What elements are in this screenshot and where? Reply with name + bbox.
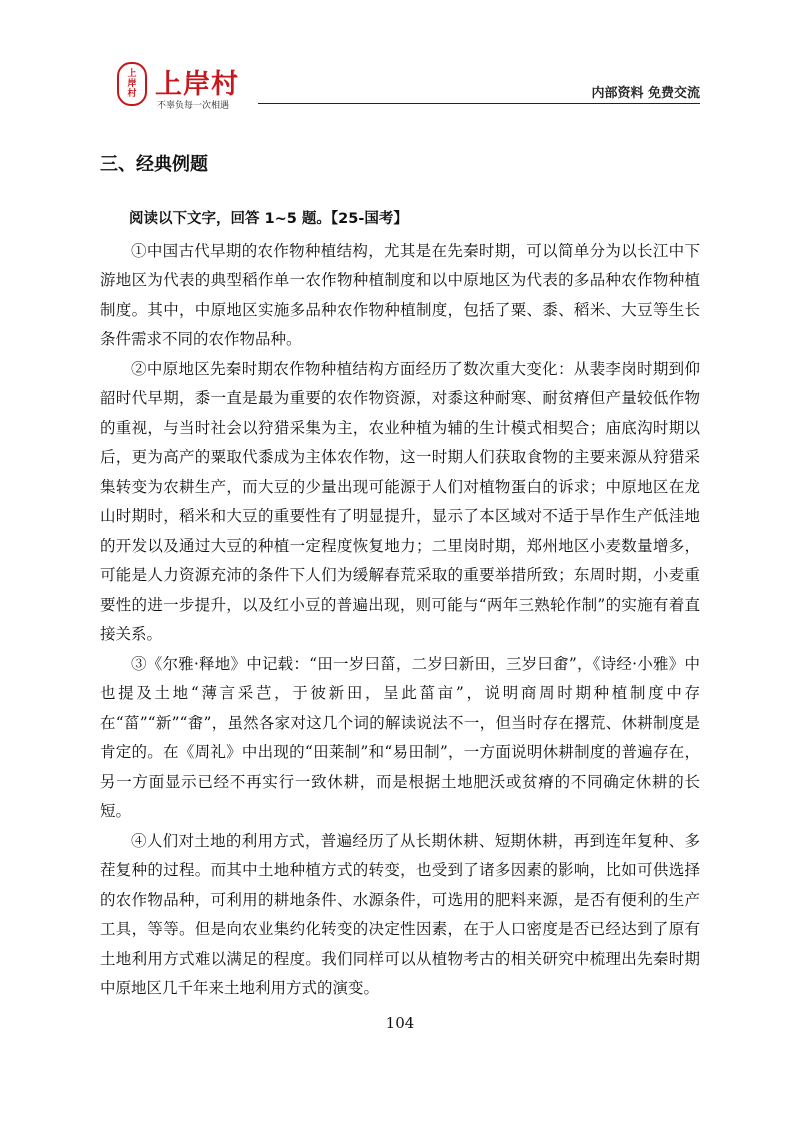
section-title: 三、经典例题 [100, 154, 208, 175]
passage-paragraph: ④人们对土地的利用方式，普遍经历了从长期休耕、短期休耕，再到连年复种、多茬复种的过程。而其中土地种植方式的转变，也受到了诸多因素的影响，比如可供选择的农作物品种，可利用的耕地条件、水源条件，可选用的肥料来源，是否有便利的生产工具，等等。但是向农业集约化转变的决定性因素，在于人口密度是否已经达到了原有土地利用方式难以满足的程度。我们同样可以从植物考古的相关研究中梳理出先秦时期中原地区几千年来土地利用方式的演变。 [100, 831, 700, 997]
logo-seal-icon [117, 62, 147, 106]
logo-slogan: 不辜负每一次相遇 [157, 101, 230, 111]
passage [100, 205, 700, 1004]
logo-name: 上岸村 [155, 69, 239, 100]
header-note: 内部资料 免费交流 [591, 86, 700, 101]
page-header [0, 0, 800, 120]
logo-seal-char: 村 [127, 89, 137, 99]
passage-paragraph: ③《尔雅·释地》中记载：“田一岁曰菑，二岁曰新田，三岁曰畬”，《诗经·小雅》中也提及土地“薄言采芑，于彼新田，呈此菑亩”，说明商周时期种植制度中存在“菑”“新”“畬”，虽然各家对这几个词的解读说法不一，但当时存在撂荒、休耕制度是肯定的。在《周礼》中出现的“田莱制”和“易田制”，一方面说明休耕制度的普遍存在，另一方面显示已经不再实行一致休耕，而是根据土地肥沃或贫瘠的不同确定休耕的长短。 [100, 654, 700, 820]
question-intro: 阅读以下文字，回答 1~5 题。【25-国考】 [129, 211, 408, 227]
logo-seal-char: 岸 [127, 79, 137, 89]
header-divider [258, 103, 700, 104]
logo-seal-char: 上 [127, 69, 137, 79]
page-number: 104 [385, 1014, 415, 1032]
passage-paragraph: ②中原地区先秦时期农作物种植结构方面经历了数次重大变化：从裴李岗时期到仰韶时代早期，黍一直是最为重要的农作物资源，对黍这种耐寒、耐贫瘠但产量较低作物的重视，与当时社会以狩猎采集为主，农业种植为辅的生计模式相契合；庙底沟时期以后，更为高产的粟取代黍成为主体农作物，这一时期人们获取食物的主要来源从狩猎采集转变为农耕生产，而大豆的少量出现可能源于人们对植物蛋白的诉求；中原地区在龙山时期时，稻米和大豆的重要性有了明显提升，显示了本区域对不适于旱作生产低洼地的开发以及通过大豆的种植一定程度恢复地力；二里岗时期，郑州地区小麦数量增多，可能是人力资源充沛的条件下人们为缓解春荒采取的重要举措所致；东周时期，小麦重要性的进一步提升，以及红小豆的普遍出现，则可能与“两年三熟轮作制”的实施有着直接关系。 [100, 359, 700, 643]
passage-paragraph: ①中国古代早期的农作物种植结构，尤其是在先秦时期，可以简单分为以长江中下游地区为代表的典型稻作单一农作物种植制度和以中原地区为代表的多品种农作物种植制度。其中，中原地区实施多品种农作物种植制度，包括了粟、黍、稻米、大豆等生长条件需求不同的农作物品种。 [100, 241, 700, 348]
